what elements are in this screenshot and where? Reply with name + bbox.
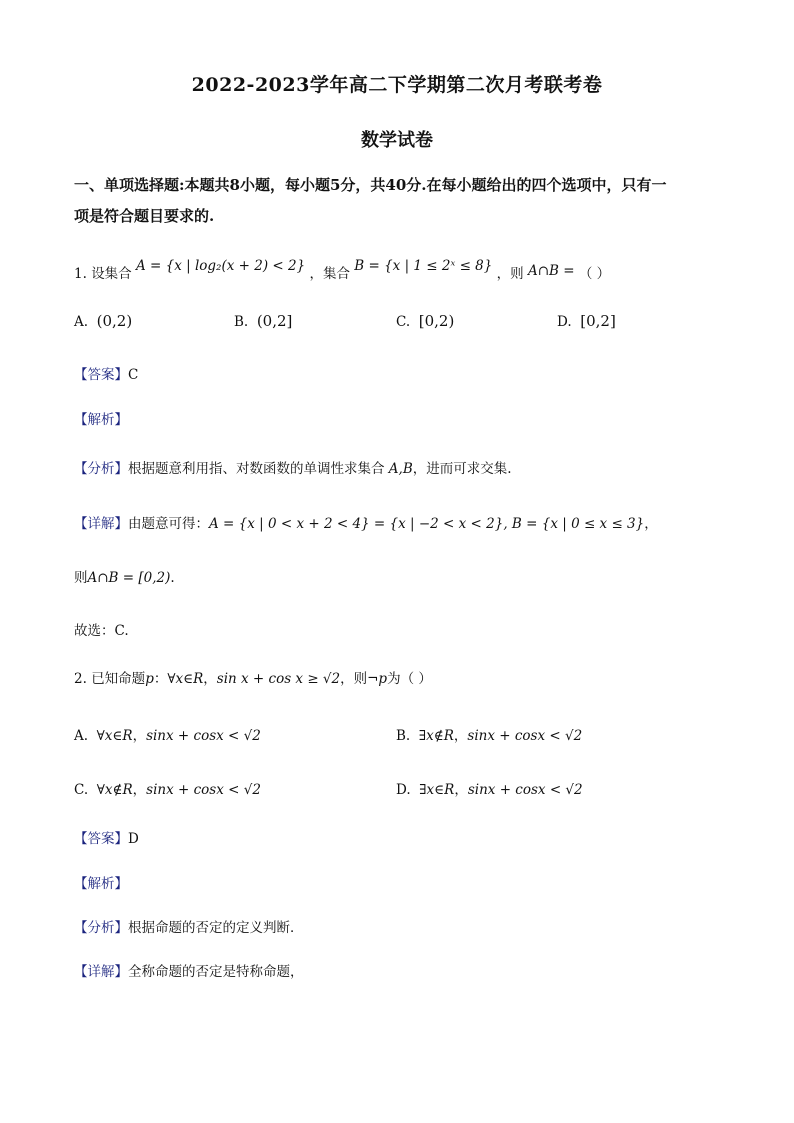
option-value: (0,2] [256, 312, 293, 330]
question-number: 2. [74, 671, 87, 687]
option-label: A. [74, 314, 89, 330]
question-1 [74, 258, 611, 282]
option-expr: sinx + cosx < √2 [146, 728, 261, 744]
quantifier: ∀x∈R [167, 671, 204, 687]
option-a [74, 724, 261, 744]
question-text: ， [203, 671, 217, 687]
option-quantifier: ∃x∉R [418, 728, 454, 744]
answer-tag: 【答案】 [74, 367, 128, 383]
fenxi-tag: 【分析】 [74, 461, 128, 477]
option-sep: ， [132, 728, 147, 744]
answer-tag: 【答案】 [74, 831, 128, 847]
question-lead: 设集合 [91, 266, 132, 282]
page-subtitle: 数学试卷 [361, 130, 433, 151]
xiangjie-tail: ， [644, 516, 658, 532]
analysis-tag: 【解析】 [74, 876, 128, 892]
option-expr: sinx + cosx < √2 [146, 782, 261, 798]
intersection-expression: A∩B = [527, 263, 575, 279]
option-sep: ， [454, 782, 468, 798]
option-a [74, 312, 132, 330]
result-lead: 则 [74, 570, 88, 586]
question-text: ，集合 [309, 266, 350, 282]
option-value: [0,2) [418, 312, 455, 330]
option-value: [0,2] [580, 312, 616, 330]
choose-line: 故选：C. [74, 623, 129, 639]
question-2 [74, 667, 432, 687]
analysis-line [74, 872, 128, 892]
option-expr: sinx + cosx < √2 [467, 728, 583, 744]
set-a-definition: A = {x | log₂(x + 2) < 2} [135, 258, 306, 274]
page-title: 2022-2023学年高二下学期第二次月考联考卷 [191, 74, 603, 96]
result-tail: . [170, 570, 175, 586]
result-line [74, 566, 175, 586]
option-label: A. [74, 728, 89, 744]
negation: ¬p [367, 671, 388, 687]
result-math: A∩B = [0,2) [87, 570, 171, 586]
option-quantifier: ∀x∈R [96, 728, 133, 744]
option-quantifier: ∀x∉R [96, 782, 133, 798]
fenxi-line [74, 457, 512, 477]
xiangjie-line [74, 960, 304, 980]
proposition-p: p [145, 671, 154, 687]
fenxi-tag: 【分析】 [74, 920, 128, 936]
answer-blank: （ ） [578, 266, 611, 282]
xiangjie-text: 全称命题的否定是特称命题， [128, 964, 304, 980]
xiangjie-tag: 【详解】 [74, 516, 128, 532]
option-d [557, 312, 616, 330]
answer-blank: 为（ ） [387, 671, 432, 687]
fenxi-math: A,B [388, 461, 413, 477]
option-b [234, 312, 292, 330]
option-c [396, 312, 454, 330]
option-expr: sinx + cosx < √2 [467, 782, 583, 798]
question-lead: 已知命题 [91, 671, 146, 687]
xiangjie-line [74, 512, 658, 532]
option-b [396, 724, 582, 744]
option-c [74, 778, 261, 798]
option-quantifier: ∃x∈R [419, 782, 455, 798]
option-sep: ， [132, 782, 147, 798]
xiangjie-text: 由题意可得： [128, 516, 209, 532]
option-d [396, 778, 583, 798]
option-label: C. [74, 782, 89, 798]
section-heading [74, 170, 667, 232]
fenxi-text: 根据题意利用指、对数函数的单调性求集合 [128, 461, 385, 477]
answer-line [74, 363, 138, 383]
section-heading-line-1: 一、单项选择题:本题共8小题，每小题5分，共40分.在每小题给出的四个选项中，只有一 [74, 176, 667, 194]
option-label: D. [557, 314, 572, 330]
fenxi-text: 根据命题的否定的定义判断． [128, 920, 304, 936]
xiangjie-math: A = {x | 0 < x + 2 < 4} = {x | −2 < x < 2}, B = {x | 0 ≤ x ≤ 3} [209, 516, 645, 532]
question-text: ，则 [340, 671, 368, 687]
option-label: D. [396, 782, 411, 798]
option-label: B. [234, 314, 249, 330]
analysis-line [74, 408, 128, 428]
set-b-definition: B = {x | 1 ≤ 2ˣ ≤ 8} [354, 258, 493, 274]
option-sep: ， [453, 728, 468, 744]
option-value: (0,2) [96, 312, 133, 330]
answer-value: D [128, 831, 139, 847]
question-text: ： [153, 671, 168, 687]
question-number: 1. [74, 266, 87, 282]
answer-line [74, 827, 139, 847]
inequality: sin x + cos x ≥ √2 [216, 671, 341, 687]
answer-value: C [128, 367, 139, 383]
option-label: B. [396, 728, 411, 744]
option-label: C. [396, 314, 411, 330]
analysis-tag: 【解析】 [74, 412, 128, 428]
section-heading-line-2: 项是符合题目要求的. [74, 207, 215, 225]
question-text: ，则 [496, 266, 524, 282]
fenxi-line [74, 916, 304, 936]
fenxi-tail: ，进而可求交集. [412, 461, 512, 477]
xiangjie-tag: 【详解】 [74, 964, 128, 980]
